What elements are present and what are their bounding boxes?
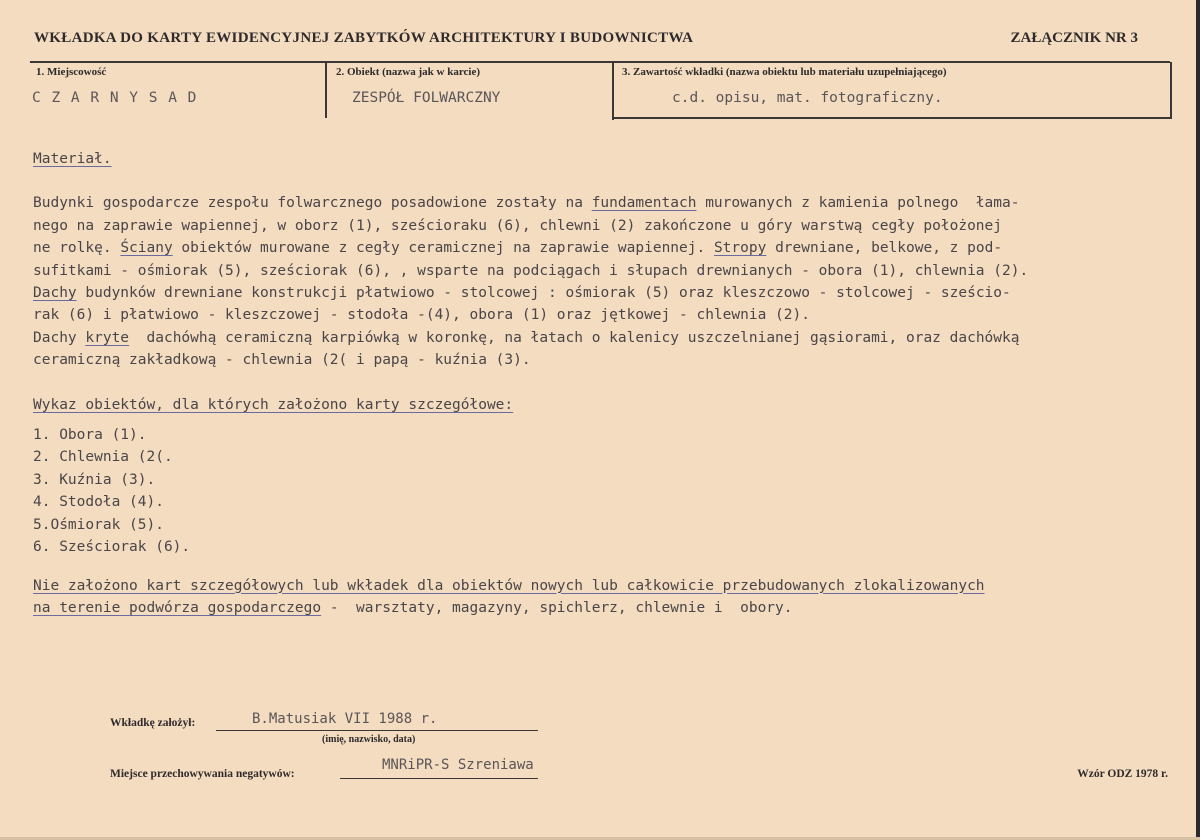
- negatives-label: Miejsce przechowywania negatywów:: [110, 768, 295, 780]
- field-value-object: ZESPÓŁ FOLWARCZNY: [352, 90, 501, 106]
- field-bottom-rule: [612, 117, 1172, 119]
- material-heading: Materiał.: [33, 151, 112, 167]
- negatives-line: [340, 778, 538, 779]
- list-item: 6. Sześciorak (6).: [33, 539, 191, 556]
- list-item: 3. Kuźnia (3).: [33, 471, 156, 488]
- top-rule: [30, 61, 1170, 63]
- field-value-contents: c.d. opisu, mat. fotograficzny.: [672, 90, 943, 106]
- material-line: nego na zaprawie wapiennej, w oborz (1), sześcioraku (6), chlewni (2) zakończone u góry warstwą cegły położonej: [33, 217, 1003, 234]
- document-body: [33, 148, 1173, 619]
- form-code: Wzór ODZ 1978 r.: [1077, 768, 1168, 780]
- material-line: Budynki gospodarcze zespołu folwarcznego posadowione zostały na fundamentach murowanych z kamienia polnego łama-: [33, 195, 1020, 212]
- list-item: 5.Ośmiorak (5).: [33, 516, 164, 533]
- right-edge-rule: [1170, 62, 1172, 118]
- list-item: 1. Obora (1).: [33, 427, 147, 444]
- list-item: 4. Stodoła (4).: [33, 494, 164, 511]
- note-line: na terenie podwórza gospodarczego - warsztaty, magazyny, spichlerz, chlewnie i obory.: [33, 599, 793, 616]
- note-line: Nie założono kart szczegółowych lub wkładek dla obiektów nowych lub całkowicie przebudowanych zlokalizowanych: [33, 577, 985, 594]
- field-divider-2: [612, 62, 614, 120]
- author-label: Wkładkę założył:: [110, 717, 196, 729]
- material-line: ceramiczną zakładkową - chlewnia (2( i papą - kuźnia (3).: [33, 352, 531, 369]
- material-line: ne rolkę. Ściany obiektów murowane z cegły ceramicznej na zaprawie wapiennej. Stropy drewniane, belkowe, z pod-: [33, 240, 1003, 257]
- field-label-locality: 1. Miejscowość: [36, 66, 107, 78]
- field-value-locality: C Z A R N Y S A D: [32, 90, 198, 106]
- author-hint: (imię, nazwisko, data): [322, 734, 416, 745]
- document-title: WKŁADKA DO KARTY EWIDENCYJNEJ ZABYTKÓW ARCHITEKTURY I BUDOWNICTWA: [34, 30, 694, 46]
- field-divider-1: [325, 62, 327, 118]
- material-line: Dachy budynków drewniane konstrukcji płatwiowo - stolcowej : ośmiorak (5) oraz kleszczowo - stolcowej - sześcio-: [33, 285, 1011, 302]
- material-line: Dachy kryte dachówhą ceramiczną karpiówką w koronkę, na łatach o kalenicy uszczelnianej gąsiorami, oraz dachówką: [33, 329, 1020, 346]
- field-label-contents: 3. Zawartość wkładki (nazwa obiektu lub materiału uzupełniającego): [622, 66, 947, 78]
- author-line: [216, 730, 538, 731]
- object-list: [33, 424, 1173, 558]
- material-line: sufitkami - ośmiorak (5), sześciorak (6), , wsparte na podciągach i słupach drewnianych - obora (1), chlewnia (2).: [33, 262, 1029, 279]
- field-label-object: 2. Obiekt (nazwa jak w karcie): [336, 66, 481, 78]
- material-line: rak (6) i płatwiowo - kleszczowej - stodoła -(4), obora (1) oraz jętkowej - chlewnia (2).: [33, 307, 810, 324]
- list-item: 2. Chlewnia (2(.: [33, 449, 173, 466]
- negatives-value: MNRiPR-S Szreniawa: [382, 757, 534, 773]
- object-list-heading: Wykaz obiektów, dla których założono karty szczegółowe:: [33, 396, 514, 413]
- author-value: B.Matusiak VII 1988 r.: [252, 711, 438, 727]
- scan-edge-right: [1196, 0, 1200, 840]
- annex-number: ZAŁĄCZNIK NR 3: [1010, 30, 1138, 46]
